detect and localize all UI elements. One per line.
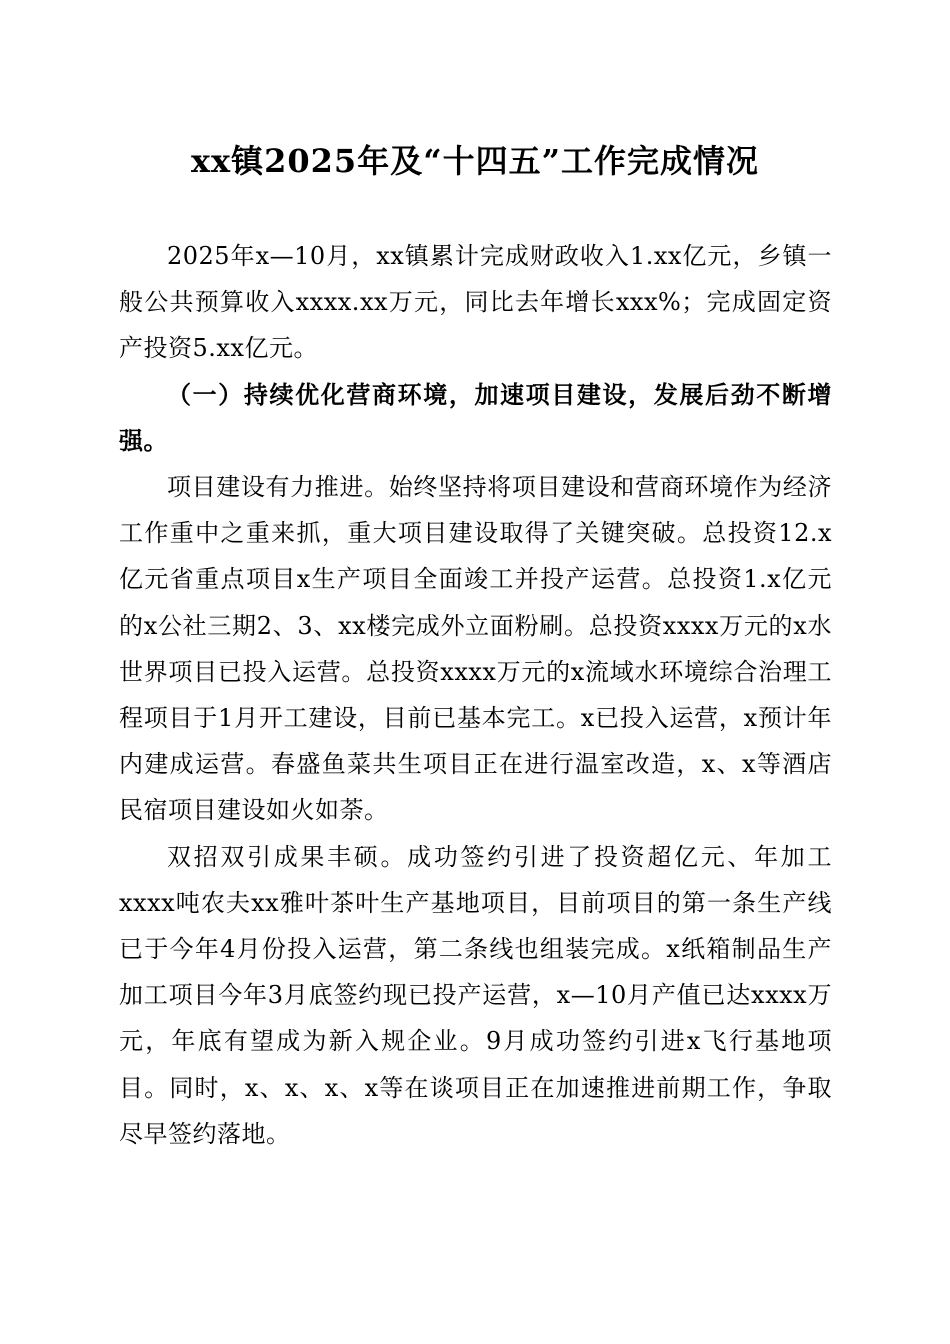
section-heading-business-environment: （一）持续优化营商环境，加速项目建设，发展后劲不断增强。 [119, 379, 832, 455]
document-title: xx镇2025年及“十四五”工作完成情况 [190, 142, 760, 180]
paragraph-investment-attraction: 双招双引成果丰硕。成功签约引进了投资超亿元、年加工xxxx吨农夫xx雅叶茶叶生产基地项目，目前项目的第一条生产线已于今年4月份投入运营，第二条线也组装完成。x纸箱制品生产加工项目今年3月底签约现已投产运营，x—10月产值已达xxxx万元，年底有望成为新入规企业。9月成功签约引进x飞行基地项目。同时，x、x、x、x等在谈项目正在加速推进前期工作，争取尽早签约落地。 [119, 842, 832, 1148]
document-body [119, 233, 832, 1157]
paragraph-fiscal-summary: 2025年x—10月，xx镇累计完成财政收入1.xx亿元，乡镇一般公共预算收入xxxx.xx万元，同比去年增长xxx%；完成固定资产投资5.xx亿元。 [119, 242, 832, 363]
paragraph-project-construction: 项目建设有力推进。始终坚持将项目建设和营商环境作为经济工作重中之重来抓，重大项目建设取得了关键突破。总投资12.x亿元省重点项目x生产项目全面竣工并投产运营。总投资1.x亿元的x公社三期2、3、xx楼完成外立面粉刷。总投资xxxx万元的x水世界项目已投入运营。总投资xxxx万元的x流域水环境综合治理工程项目于1月开工建设，目前已基本完工。x已投入运营，x预计年内建成运营。春盛鱼菜共生项目正在进行温室改造，x、x等酒店民宿项目建设如火如荼。 [119, 473, 832, 825]
